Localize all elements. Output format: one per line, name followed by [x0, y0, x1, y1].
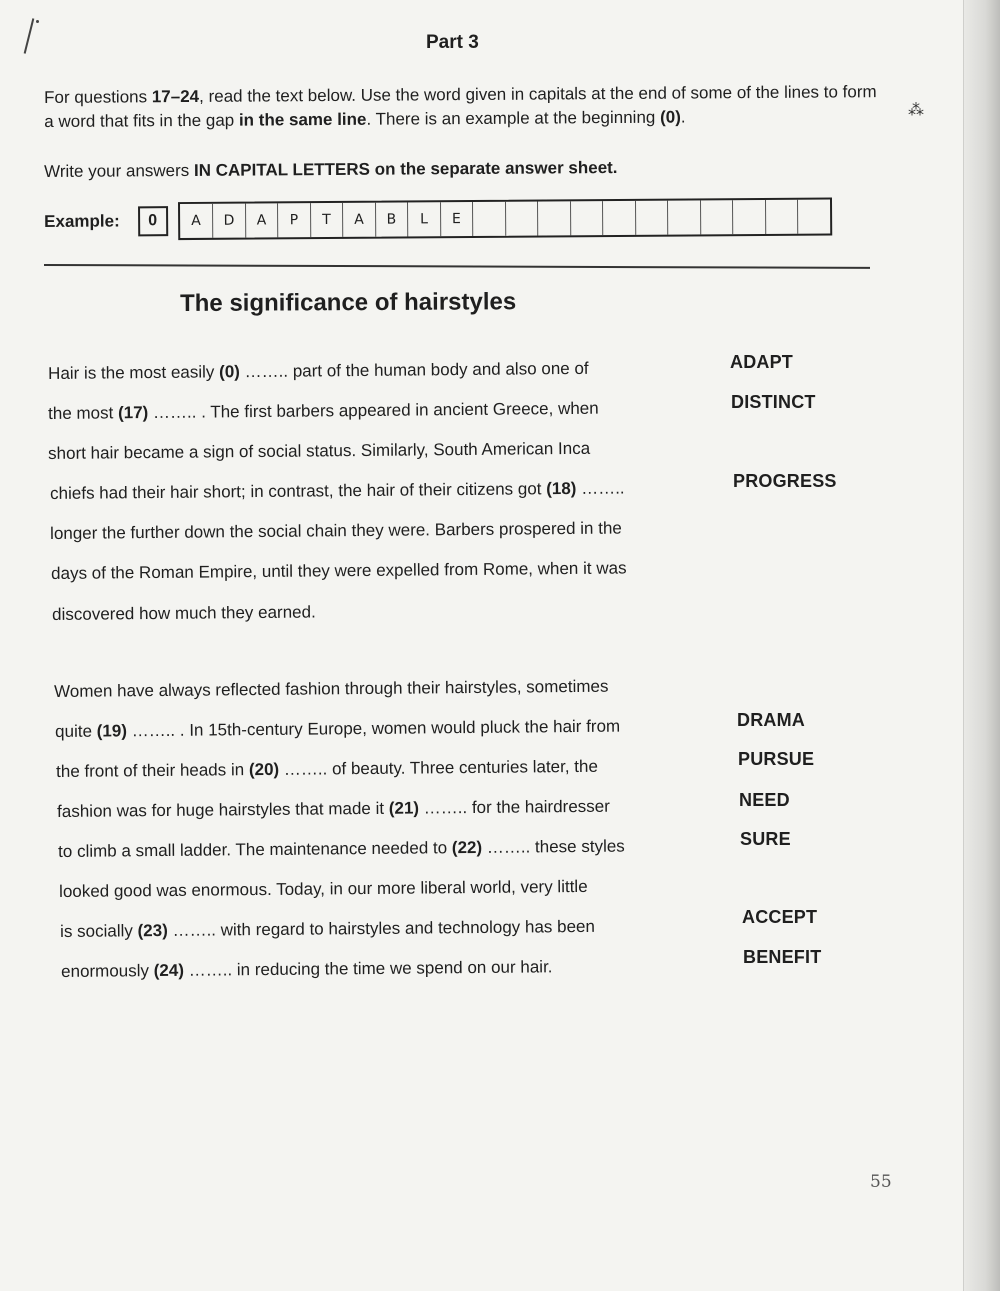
- instr-text-3: . There is an example at the beginning: [366, 107, 661, 129]
- line-text: longer the further down the social chain they were. Barbers prospered in the: [50, 518, 622, 543]
- same-line-emphasis: in the same line: [238, 109, 367, 130]
- example-ref: (0): [659, 107, 681, 127]
- answer-cell: [472, 202, 505, 236]
- text-line: [52, 600, 316, 627]
- text-line: [54, 675, 609, 704]
- text-line: [48, 397, 599, 426]
- line-text: discovered how much they earned.: [52, 602, 316, 624]
- gap-number: (24): [153, 960, 185, 981]
- keyword-adapt: ADAPT: [730, 352, 793, 372]
- keyword-accept: ACCEPT: [742, 907, 818, 927]
- answer-cell: T: [310, 203, 343, 237]
- page-number: 55: [870, 1172, 892, 1192]
- keyword-sure: SURE: [740, 829, 791, 849]
- part-title: Part 3: [426, 32, 479, 53]
- gap-number: (23): [137, 920, 168, 941]
- answer-cell: [667, 200, 700, 234]
- instr-text-1: For questions: [44, 87, 152, 107]
- text-line: [48, 437, 590, 466]
- line-text-after-gap: …….. in reducing the time we spend on our hair.: [183, 957, 553, 980]
- line-text-after-gap: …….. . The first barbers appeared in ancient Greece, when: [148, 398, 599, 423]
- line-text: chiefs had their hair short; in contrast, the hair of their citizens got: [50, 479, 547, 503]
- keyword-benefit: BENEFIT: [743, 947, 822, 967]
- text-line: [57, 795, 610, 824]
- keyword-need: NEED: [739, 790, 790, 810]
- text-line: [61, 955, 553, 984]
- answer-grid: [178, 198, 832, 241]
- text-line: [48, 357, 589, 386]
- line-text-after-gap: …….. for the hairdresser: [418, 796, 610, 818]
- capital-letters-emphasis: IN CAPITAL LETTERS on the separate answer sheet.: [193, 157, 618, 180]
- line-text-after-gap: …….. . In 15th-century Europe, women would pluck the hair from: [126, 716, 621, 741]
- example-row: [44, 198, 832, 241]
- gap-number: (0): [219, 362, 240, 382]
- example-label: Example:: [44, 211, 120, 231]
- article-title: The significance of hairstyles: [180, 288, 517, 317]
- gap-number: (18): [546, 478, 577, 499]
- line-text: Women have always reflected fashion through their hairstyles, sometimes: [54, 676, 609, 701]
- answer-cell: [732, 200, 765, 234]
- keyword-progress: PROGRESS: [733, 471, 837, 491]
- line-text-after-gap: …….. of beauty. Three centuries later, the: [279, 756, 598, 779]
- answer-cell: [602, 201, 635, 235]
- answer-cell: [505, 202, 538, 236]
- answer-cell: B: [375, 202, 408, 236]
- scan-speck: ⁂: [908, 102, 924, 119]
- answer-cell: P: [277, 203, 310, 237]
- answer-cell: D: [212, 204, 245, 238]
- answer-cell: [700, 200, 733, 234]
- line-text-after-gap: …….. these styles: [481, 836, 625, 857]
- answer-cell: A: [245, 203, 278, 237]
- pen-mark: [24, 18, 35, 53]
- line-text: short hair became a sign of social status. Similarly, South American Inca: [48, 438, 591, 463]
- text-line: [59, 875, 588, 904]
- write-instruction: [44, 154, 884, 184]
- answer-cell: [635, 201, 668, 235]
- line-text: the front of their heads in: [56, 760, 249, 781]
- instr-text-2: , read the text below. Use the word given in capitals at the end of some of the lines to form a word that fits in the gap: [44, 82, 877, 131]
- gap-number: (20): [248, 759, 280, 780]
- answer-cell: L: [407, 202, 440, 236]
- line-text: to climb a small ladder. The maintenance needed to: [58, 838, 452, 861]
- answer-cell: [797, 200, 830, 234]
- line-text: is socially: [60, 921, 138, 941]
- text-line: [58, 835, 625, 864]
- text-line: [50, 517, 622, 546]
- answer-cell: A: [342, 203, 375, 237]
- text-line: [56, 755, 598, 784]
- line-text: looked good was enormous. Today, in our more liberal world, very little: [59, 876, 588, 901]
- answer-cell: [537, 201, 570, 235]
- text-line: [55, 715, 620, 744]
- keyword-pursue: PURSUE: [738, 749, 815, 769]
- keyword-distinct: DISTINCT: [731, 392, 816, 412]
- answer-cell: A: [191, 212, 201, 229]
- line-text-after-gap: …….. part of the human body and also one of: [239, 358, 589, 382]
- pen-dot: [36, 20, 39, 23]
- page-edge-shadow: [964, 0, 1000, 1291]
- line-text-after-gap: ……..: [576, 478, 625, 498]
- instructions-paragraph: [44, 80, 884, 134]
- line-text-after-gap: …….. with regard to hairstyles and technology has been: [167, 916, 596, 940]
- text-line: [51, 556, 627, 586]
- line-text: days of the Roman Empire, until they were expelled from Rome, when it was: [51, 558, 627, 583]
- example-number-box: 0: [138, 206, 168, 236]
- line-text: enormously: [61, 961, 154, 981]
- keyword-drama: DRAMA: [737, 710, 805, 730]
- answer-cell: [570, 201, 603, 235]
- line-text: the most: [48, 403, 119, 423]
- gap-number: (17): [117, 403, 149, 423]
- question-range: 17–24: [151, 86, 200, 107]
- line-text: Hair is the most easily: [48, 362, 220, 383]
- line-text: quite: [55, 721, 97, 741]
- gap-number: (19): [96, 721, 128, 741]
- write-text: Write your answers: [44, 160, 195, 181]
- divider-rule: [44, 264, 870, 269]
- answer-cell: [765, 200, 798, 234]
- gap-number: (22): [451, 837, 483, 858]
- instr-text-4: .: [680, 107, 686, 127]
- line-text: fashion was for huge hairstyles that made it: [57, 798, 389, 821]
- text-line: [60, 915, 595, 944]
- gap-number: (21): [388, 798, 420, 818]
- text-line: [50, 476, 625, 506]
- answer-cell: E: [440, 202, 473, 236]
